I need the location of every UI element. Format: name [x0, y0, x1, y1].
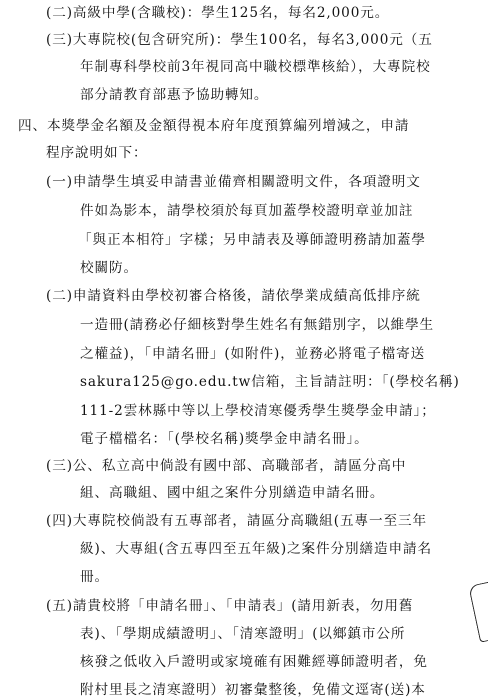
- text-line: 程序說明如下：: [46, 145, 148, 161]
- text-line: 電子檔檔名：「(學校名稱)獎學金申請名冊」。: [80, 431, 369, 447]
- text-line: 部分請教育部惠予協助轉知。: [80, 87, 269, 103]
- text-line: (四)大專院校倘設有五專部者，請區分高職組(五專一至三年: [46, 513, 427, 529]
- text-line: 核發之低收入戶證明或家境確有困難經導師證明者，免: [80, 654, 428, 670]
- section-heading-line: 四、本獎學金名額及金額得視本府年度預算編列增減之，申請: [18, 118, 410, 134]
- text-line: (二)高級中學(含職校)：學生125名，每名2,000元。: [46, 5, 390, 21]
- text-line: 級)、大專組(含五專四至五年級)之案件分別繕造申請名: [80, 541, 432, 557]
- text-line: (一)申請學生填妥申請書並備齊相關證明文件，各項證明文: [46, 174, 421, 190]
- text-line: (五)請貴校將「申請名冊」、「申請表」(請用新表，勿用舊: [46, 598, 414, 614]
- text-line: 附村里長之清寒證明）初審彙整後，免備文逕寄(送)本: [80, 682, 426, 698]
- text-line: (三)公、私立高中倘設有國中部、高職部者，請區分高中: [46, 458, 407, 474]
- text-line: 冊。: [80, 569, 109, 585]
- text-line: 之權益)，「申請名冊」(如附件)，並務必將電子檔寄送: [80, 346, 426, 362]
- text-line: sakura125@go.edu.tw信箱，主旨請註明：「(學校名稱): [80, 374, 460, 390]
- text-line: 件如為影本，請學校須於每頁加蓋學校證明章並加註: [80, 203, 414, 219]
- stamp-fragment: [468, 581, 488, 643]
- text-line: (三)大專院校(包含研究所)：學生100名，每名3,000元（五: [46, 32, 433, 48]
- text-line: 「與正本相符」字樣；另申請表及導師證明務請加蓋學: [78, 232, 426, 248]
- text-line: 年制專科學校前3年視同高中職校標準核給），大專院校: [80, 59, 431, 75]
- text-line: 校關防。: [80, 260, 138, 276]
- text-line: 組、高職組、國中組之案件分別繕造申請名冊。: [80, 485, 385, 501]
- text-line: (二)申請資料由學校初審合格後，請依學業成績高低排序統: [46, 288, 421, 304]
- text-line: 111-2雲林縣中等以上學校清寒優秀學生獎學金申請」；: [80, 403, 436, 419]
- text-line: 表)、「學期成績證明」、「清寒證明」(以鄉鎮市公所: [80, 626, 406, 642]
- text-line: 一造冊(請務必仔細核對學生姓名有無錯別字，以維學生: [80, 317, 435, 333]
